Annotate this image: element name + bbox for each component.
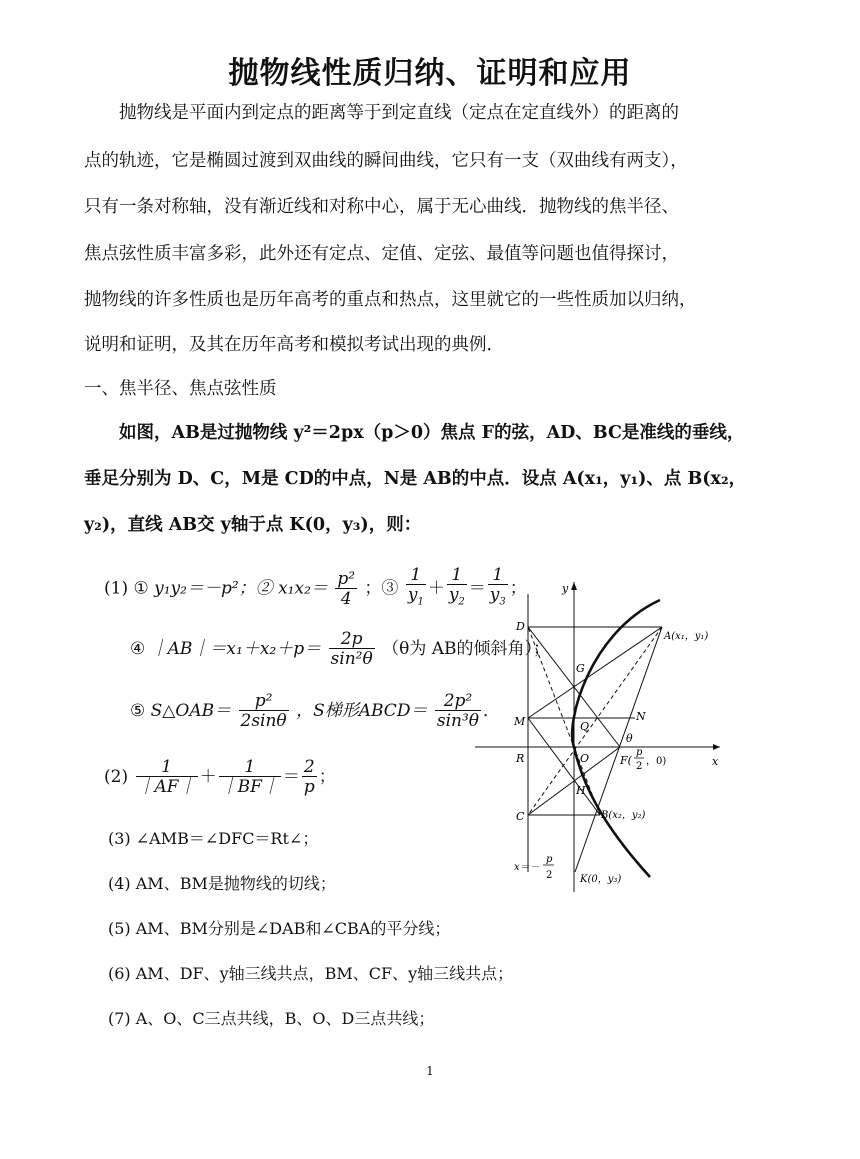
- label-O: O: [580, 752, 590, 765]
- formula-4: ④ ｜AB｜＝x₁＋x₂＋p＝ $\frac{2p}{\text{sin²θ}}$ （θ为 AB的倾斜角）；: [130, 629, 551, 669]
- formula-1: (1) ① y₁y₂＝－p²；② x₁x₂＝ $\frac{\text{p²}}{4}$ ；③ $\frac{1}{y_1}$ ＋ $\frac{1}{y_2}$ ＝ $\frac{1}{y_3}$ ；: [104, 566, 527, 612]
- label-D: D: [516, 620, 525, 633]
- label-F: F(: [620, 754, 632, 767]
- page-title: 抛物线性质归纳、证明和应用: [228, 56, 632, 91]
- fraction: $\frac{2}{p}$: [303, 757, 315, 797]
- intro-line: 说明和证明，及其在历年高考和模拟考试出现的典例．: [84, 335, 504, 355]
- parabola-curve: [572, 600, 660, 877]
- x-axis-arrow: [713, 744, 720, 750]
- property-4: (4) AM、BM是抛物线的切线；: [108, 874, 336, 893]
- label-x: x: [712, 755, 719, 768]
- y-axis-arrow: [571, 582, 577, 590]
- intro-line: 点的轨迹，它是椭圆过渡到双曲线的瞬间曲线，它只有一支（双曲线有两支），: [84, 151, 688, 171]
- formula-text: y₁y₂＝－p²；②: [154, 578, 273, 599]
- property-5: (5) AM、BM分别是∠DAB和∠CBA的平分线；: [108, 919, 451, 938]
- formula-5: ⑤ S△OAB＝ $\frac{\text{p²}}{2\sin\theta}$ ，S梯形ABCD＝ $\frac{\text{2p²}}{\text{sin³θ}}$ ．: [130, 691, 501, 731]
- label-H: H: [576, 784, 586, 797]
- label-A: A(x₁，y₁): [664, 631, 709, 642]
- label-R: R: [516, 752, 525, 765]
- label-C: C: [516, 810, 525, 823]
- label-theta: θ: [626, 732, 633, 745]
- formula-label: (1) ①: [104, 578, 149, 599]
- fraction: $\frac{1}{|BF|}$: [220, 757, 279, 797]
- intro-line: 焦点弦性质丰富多彩，此外还有定点、定值、定弦、最值等问题也值得探讨，: [84, 244, 679, 264]
- fraction: $\frac{\text{2p²}}{\text{sin³θ}}$: [436, 691, 480, 731]
- label-F-tail: ，0): [646, 756, 667, 767]
- formula-text: x₁x₂＝: [278, 578, 328, 599]
- setup-line: 如图，AB是过抛物线 y²＝2px（p＞0）焦点 F的弦，AD、BC是准线的垂线，: [84, 423, 745, 443]
- page-number: 1: [426, 1064, 434, 1078]
- label-F-num: p: [636, 747, 643, 758]
- label-F-den: 2: [636, 761, 643, 772]
- property-7: (7) A、O、C三点共线，B、O、D三点共线；: [108, 1009, 435, 1028]
- parabola-figure: [470, 572, 740, 902]
- setup-line: y₂)，直线 AB交 y轴于点 K(0，y₃)，则：: [84, 515, 422, 535]
- fraction: $\frac{1}{y_3}$: [489, 565, 506, 608]
- label-M: M: [514, 715, 526, 728]
- label-N: N: [636, 710, 646, 723]
- intro-line: 只有一条对称轴，没有渐近线和对称中心，属于无心曲线．抛物线的焦半径、: [84, 197, 679, 217]
- label-Q: Q: [580, 720, 590, 733]
- formula-2: (2) $\frac{1}{|AF|}$ ＋ $\frac{1}{|BF|}$ ＝ $\frac{2}{p}$ ；: [104, 757, 336, 797]
- formula-text: ；③: [364, 578, 399, 599]
- line-BOD: [528, 627, 600, 815]
- fraction: $\frac{\text{p²}}{4}$: [337, 568, 356, 609]
- property-6: (6) AM、DF、y轴三线共点，BM、CF、y轴三线共点；: [108, 964, 514, 983]
- fraction: $\frac{\text{p²}}{2\sin\theta}$: [240, 691, 287, 731]
- section-heading: 一、焦半径、焦点弦性质: [84, 379, 277, 399]
- fraction: $\frac{1}{y_1}$: [407, 565, 424, 608]
- label-K: K(0，y₃): [580, 874, 622, 885]
- setup-line: 垂足分别为 D、C，M是 CD的中点，N是 AB的中点．设点 A(x₁，y₁)、点 B(x₂，: [84, 469, 747, 489]
- intro-line: 抛物线的许多性质也是历年高考的重点和热点，这里就它的一些性质加以归纳，: [84, 290, 697, 310]
- label-dir-den: 2: [546, 870, 553, 881]
- label-y: y: [562, 582, 569, 595]
- fraction: $\frac{2p}{\text{sin²θ}}$: [330, 629, 373, 669]
- label-directrix: x＝－: [514, 862, 540, 873]
- fraction: $\frac{1}{y_2}$: [448, 565, 465, 608]
- label-G: G: [576, 662, 585, 675]
- chord-AB: [575, 627, 662, 872]
- label-B: B(x₂，y₂): [601, 810, 646, 821]
- property-3: (3) ∠AMB＝∠DFC＝Rt∠；: [108, 829, 319, 848]
- label-dir-num: p: [546, 854, 553, 865]
- intro-line: 抛物线是平面内到定点的距离等于到定直线（定点在定直线外）的距离的: [84, 103, 679, 123]
- segment-AM: [528, 627, 662, 718]
- fraction: $\frac{1}{|AF|}$: [137, 757, 196, 797]
